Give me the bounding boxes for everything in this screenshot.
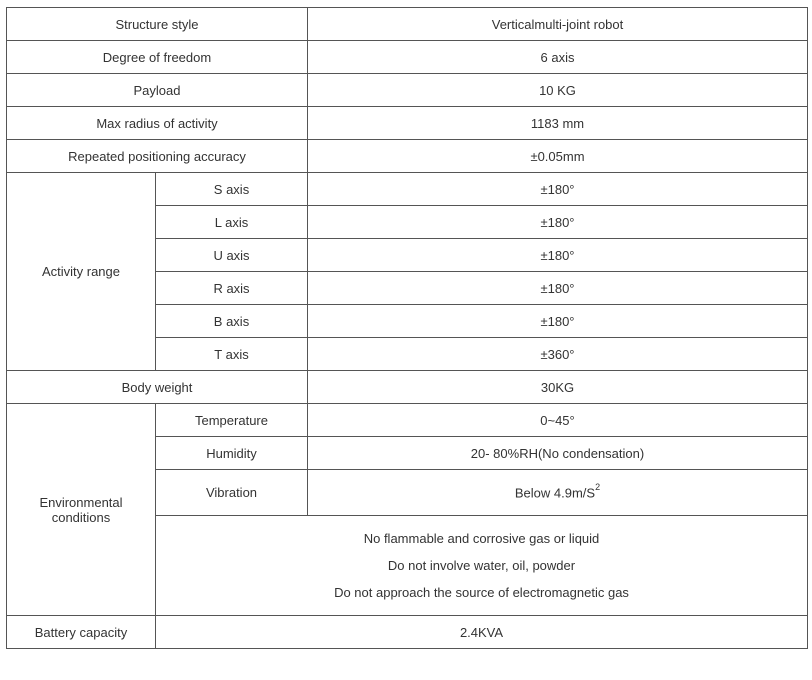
table-row — [7, 140, 808, 173]
table-row — [7, 41, 808, 74]
humidity-label: Humidity — [156, 437, 308, 470]
axis-value: ±180° — [308, 272, 808, 305]
max-radius-value: 1183 mm — [308, 107, 808, 140]
temperature-value: 0~45° — [308, 404, 808, 437]
table-row — [7, 616, 808, 649]
note-line: No flammable and corrosive gas or liquid — [363, 531, 600, 546]
body-weight-value: 30KG — [308, 371, 808, 404]
spec-table — [6, 7, 808, 649]
axis-label: U axis — [156, 239, 308, 272]
payload-label: Payload — [7, 74, 308, 107]
axis-label: T axis — [156, 338, 308, 371]
environmental-conditions-label: Environmental conditions — [7, 404, 156, 616]
axis-label: L axis — [156, 206, 308, 239]
axis-label: S axis — [156, 173, 308, 206]
max-radius-label: Max radius of activity — [7, 107, 308, 140]
humidity-value: 20- 80%RH(No condensation) — [308, 437, 808, 470]
repeat-accuracy-label: Repeated positioning accuracy — [7, 140, 308, 173]
battery-capacity-value: 2.4KVA — [156, 616, 808, 649]
structure-style-label: Structure style — [7, 8, 308, 41]
payload-value: 10 KG — [308, 74, 808, 107]
temperature-label: Temperature — [156, 404, 308, 437]
axis-value: ±360° — [308, 338, 808, 371]
body-weight-label: Body weight — [7, 371, 308, 404]
table-row — [7, 404, 808, 437]
repeat-accuracy-value: ±0.05mm — [308, 140, 808, 173]
degree-of-freedom-value: 6 axis — [308, 41, 808, 74]
activity-range-label: Activity range — [7, 173, 156, 371]
axis-label: B axis — [156, 305, 308, 338]
table-row — [7, 8, 808, 41]
table-row — [7, 107, 808, 140]
table-row — [7, 371, 808, 404]
axis-value: ±180° — [308, 206, 808, 239]
vibration-label: Vibration — [156, 470, 308, 516]
structure-style-value: Verticalmulti-joint robot — [308, 8, 808, 41]
vibration-value-superscript: 2 — [595, 482, 601, 493]
axis-value: ±180° — [308, 305, 808, 338]
vibration-value — [308, 470, 808, 516]
degree-of-freedom-label: Degree of freedom — [7, 41, 308, 74]
vibration-value-base: Below 4.9m/S — [514, 485, 596, 501]
note-line: Do not involve water, oil, powder — [387, 558, 576, 573]
axis-value: ±180° — [308, 239, 808, 272]
note-line: Do not approach the source of electromagnetic gas — [334, 585, 629, 600]
axis-value: ±180° — [308, 173, 808, 206]
table-row — [7, 173, 808, 206]
environment-notes — [156, 516, 808, 616]
axis-label: R axis — [156, 272, 308, 305]
battery-capacity-label: Battery capacity — [7, 616, 156, 649]
table-row — [7, 74, 808, 107]
